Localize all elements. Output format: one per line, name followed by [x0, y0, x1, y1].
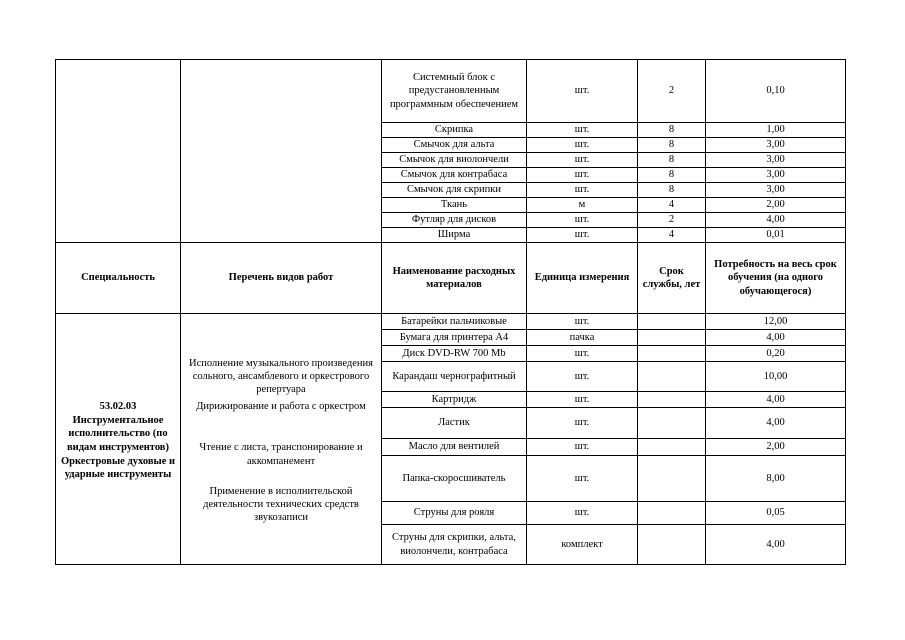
header-life: Срок службы, лет [638, 243, 706, 314]
material-unit: шт. [527, 456, 638, 502]
specialty-code: 53.02.03 [99, 401, 137, 413]
specialty-cell-empty [56, 60, 181, 243]
header-works: Перечень видов работ [181, 243, 382, 314]
work-item: Чтение с листа, транспонирование и аккомпанемент [199, 442, 363, 467]
material-life [638, 525, 706, 565]
material-life: 4 [638, 228, 706, 243]
material-unit: шт. [527, 123, 638, 138]
material-need: 3,00 [706, 183, 846, 198]
header-materials: Наименование расходных материалов [382, 243, 527, 314]
material-unit: шт. [527, 362, 638, 392]
material-unit: пачка [527, 330, 638, 346]
material-name: Папка-скоросшиватель [382, 456, 527, 502]
material-name: Ткань [382, 198, 527, 213]
material-name: Масло для вентилей [382, 439, 527, 456]
material-need: 4,00 [706, 525, 846, 565]
header-specialty: Специальность [56, 243, 181, 314]
material-need: 10,00 [706, 362, 846, 392]
specialty-name: Инструментальное исполнительство (по видам инструментов) Оркестровые духовые и ударные инструменты [60, 414, 176, 481]
material-name: Скрипка [382, 123, 527, 138]
material-unit: шт. [527, 502, 638, 525]
material-life: 8 [638, 138, 706, 153]
work-item: Дирижирование и работа с оркестром [196, 401, 366, 413]
material-name: Струны для скрипки, альта, виолончели, контрабаса [382, 525, 527, 565]
material-name: Батарейки пальчиковые [382, 314, 527, 330]
material-name: Системный блок с предустановленным программным обеспечением [382, 60, 527, 123]
materials-table [55, 59, 846, 565]
material-unit: шт. [527, 183, 638, 198]
material-name: Смычок для виолончели [382, 153, 527, 168]
material-unit: шт. [527, 408, 638, 439]
material-need: 3,00 [706, 153, 846, 168]
material-name: Ластик [382, 408, 527, 439]
material-need: 0,01 [706, 228, 846, 243]
material-need: 0,10 [706, 60, 846, 123]
material-unit: шт. [527, 213, 638, 228]
material-name: Струны для рояля [382, 502, 527, 525]
material-unit: шт. [527, 153, 638, 168]
material-need: 2,00 [706, 198, 846, 213]
material-life: 2 [638, 60, 706, 123]
material-life: 8 [638, 153, 706, 168]
material-unit: шт. [527, 60, 638, 123]
material-need: 4,00 [706, 408, 846, 439]
material-unit: шт. [527, 228, 638, 243]
material-life [638, 408, 706, 439]
material-name: Картридж [382, 392, 527, 408]
material-need: 12,00 [706, 314, 846, 330]
material-life [638, 456, 706, 502]
material-life: 2 [638, 213, 706, 228]
table-row [56, 314, 846, 330]
material-life [638, 439, 706, 456]
works-cell-empty [181, 60, 382, 243]
material-unit: шт. [527, 346, 638, 362]
material-unit: м [527, 198, 638, 213]
material-need: 4,00 [706, 392, 846, 408]
works-cell [181, 314, 382, 565]
material-need: 1,00 [706, 123, 846, 138]
header-need: Потребность на весь срок обучения (на одного обучающегося) [706, 243, 846, 314]
material-unit: шт. [527, 314, 638, 330]
material-unit: шт. [527, 138, 638, 153]
material-life [638, 392, 706, 408]
work-item: Применение в исполнительской деятельности технических средств звукозаписи [203, 485, 359, 523]
material-unit: шт. [527, 439, 638, 456]
material-need: 3,00 [706, 168, 846, 183]
material-life [638, 314, 706, 330]
table-header-row [56, 243, 846, 314]
material-need: 8,00 [706, 456, 846, 502]
specialty-cell [56, 314, 181, 565]
material-life: 8 [638, 183, 706, 198]
material-unit: комплект [527, 525, 638, 565]
material-life [638, 346, 706, 362]
material-need: 0,20 [706, 346, 846, 362]
material-life [638, 362, 706, 392]
material-need: 0,05 [706, 502, 846, 525]
material-name: Ширма [382, 228, 527, 243]
material-name: Смычок для скрипки [382, 183, 527, 198]
material-life: 8 [638, 168, 706, 183]
material-name: Смычок для контрабаса [382, 168, 527, 183]
material-name: Смычок для альта [382, 138, 527, 153]
material-name: Карандаш чернографитный [382, 362, 527, 392]
material-need: 2,00 [706, 439, 846, 456]
work-item: Исполнение музыкального произведения сольного, ансамблевого и оркестрового репертуара [188, 357, 373, 396]
material-unit: шт. [527, 392, 638, 408]
material-life: 4 [638, 198, 706, 213]
material-name: Бумага для принтера А4 [382, 330, 527, 346]
material-life: 8 [638, 123, 706, 138]
material-name: Футляр для дисков [382, 213, 527, 228]
header-unit: Единица измерения [527, 243, 638, 314]
material-unit: шт. [527, 168, 638, 183]
table-row [56, 60, 846, 123]
material-need: 4,00 [706, 330, 846, 346]
material-need: 4,00 [706, 213, 846, 228]
material-need: 3,00 [706, 138, 846, 153]
material-name: Диск DVD-RW 700 Mb [382, 346, 527, 362]
material-life [638, 502, 706, 525]
material-life [638, 330, 706, 346]
